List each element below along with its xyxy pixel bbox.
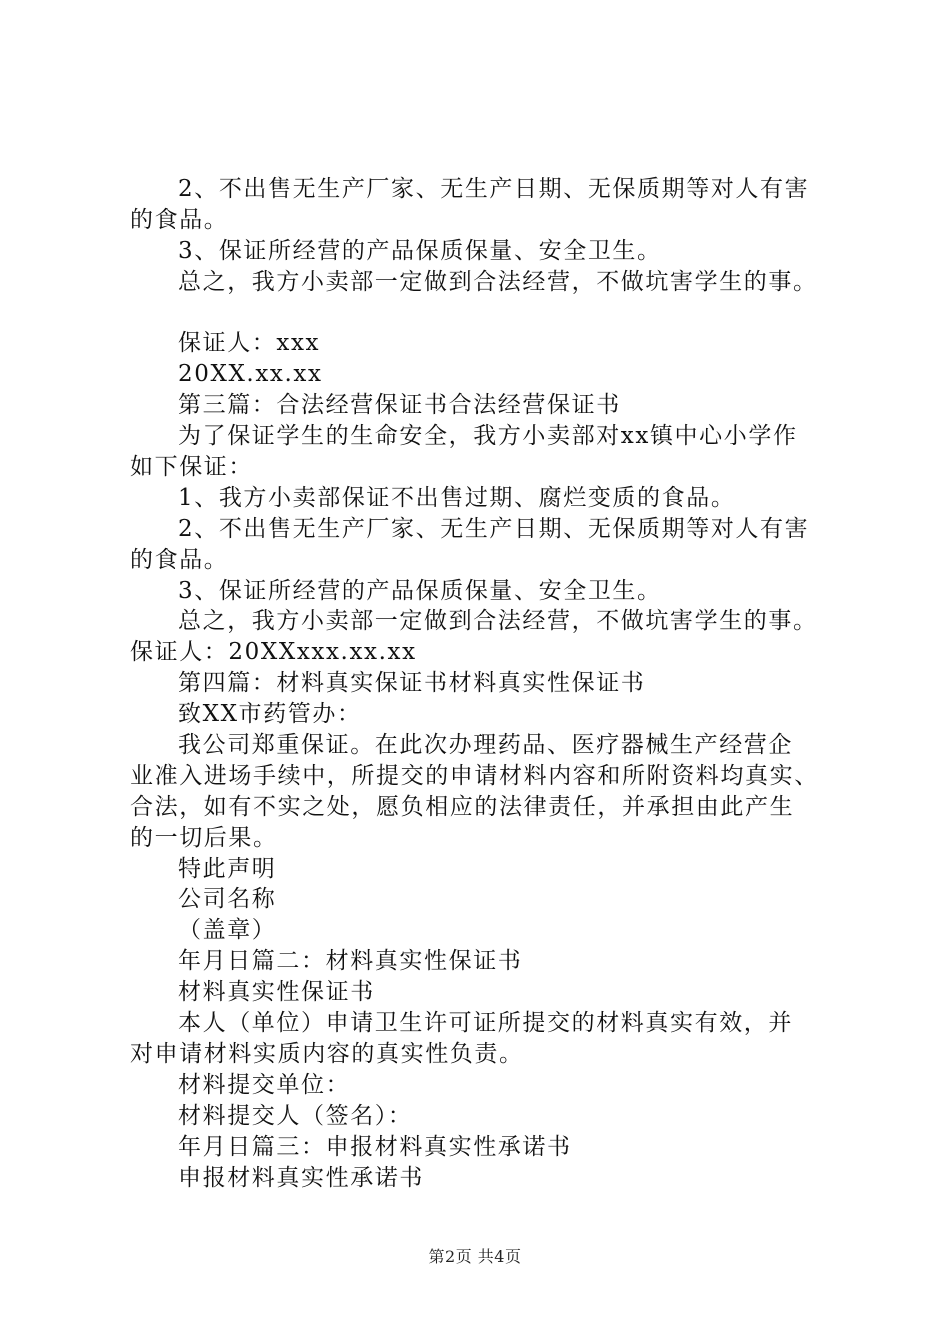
text-line: 3、保证所经营的产品保质保量、安全卫生。 bbox=[178, 577, 662, 604]
text-line: 年月日篇二：材料真实性保证书 bbox=[178, 948, 523, 975]
text-line: 保证人：xxx bbox=[178, 330, 321, 357]
text-line: 年月日篇三：申报材料真实性承诺书 bbox=[178, 1133, 572, 1160]
text-line: 3、保证所经营的产品保质保量、安全卫生。 bbox=[178, 237, 662, 264]
text-line: 为了保证学生的生命安全，我方小卖部对xx镇中心小学作 bbox=[178, 423, 798, 450]
text-line: 材料提交单位： bbox=[178, 1071, 351, 1098]
text-line: 20XX.xx.xx bbox=[178, 361, 323, 388]
text-line: 申报材料真实性承诺书 bbox=[178, 1164, 424, 1191]
text-line: 总之，我方小卖部一定做到合法经营，不做坑害学生的事。 bbox=[178, 268, 818, 295]
text-line: 第四篇：材料真实保证书材料真实性保证书 bbox=[178, 670, 646, 697]
text-line: 的食品。 bbox=[130, 546, 229, 573]
text-line: （盖章） bbox=[178, 917, 277, 944]
text-line: 合法，如有不实之处，愿负相应的法律责任，并承担由此产生 bbox=[130, 793, 795, 820]
text-line: 公司名称 bbox=[178, 886, 277, 913]
document-body bbox=[130, 174, 850, 1193]
text-line: 2、不出售无生产厂家、无生产日期、无保质期等对人有害 bbox=[178, 515, 810, 542]
text-line: 业准入进场手续中，所提交的申请材料内容和所附资料均真实、 bbox=[130, 762, 819, 789]
blank-line bbox=[130, 298, 850, 329]
text-line: 本人（单位）申请卫生许可证所提交的材料真实有效，并 bbox=[178, 1010, 793, 1037]
text-line: 材料真实性保证书 bbox=[178, 979, 375, 1006]
page-footer: 第2页 共4页 bbox=[428, 1247, 522, 1266]
text-line: 1、我方小卖部保证不出售过期、腐烂变质的食品。 bbox=[178, 484, 736, 511]
text-line: 致XX市药管办： bbox=[178, 701, 362, 728]
text-line: 我公司郑重保证。在此次办理药品、医疗器械生产经营企 bbox=[178, 732, 793, 759]
text-line: 第三篇：合法经营保证书合法经营保证书 bbox=[178, 392, 621, 419]
text-line: 总之，我方小卖部一定做到合法经营，不做坑害学生的事。 bbox=[178, 608, 818, 635]
text-line: 特此声明 bbox=[178, 855, 277, 882]
text-line: 对申请材料实质内容的真实性负责。 bbox=[130, 1040, 524, 1067]
text-line: 的一切后果。 bbox=[130, 824, 278, 851]
text-line: 如下保证： bbox=[130, 454, 253, 481]
text-line: 材料提交人（签名）： bbox=[178, 1102, 413, 1129]
text-line: 2、不出售无生产厂家、无生产日期、无保质期等对人有害 bbox=[178, 176, 810, 202]
text-line: 的食品。 bbox=[130, 206, 229, 233]
text-line: 保证人：20XXxxx.xx.xx bbox=[130, 639, 417, 666]
